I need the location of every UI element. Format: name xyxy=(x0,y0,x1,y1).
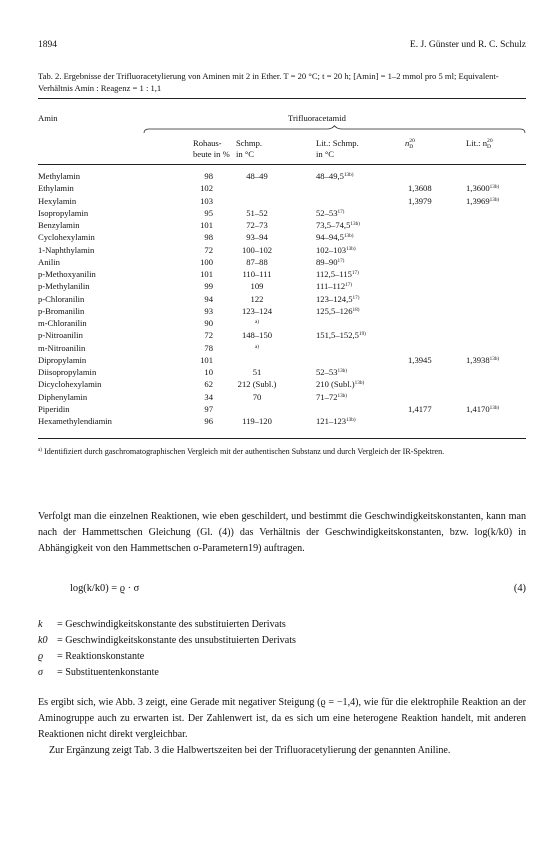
cell-refractive-index: 1,3608 xyxy=(408,183,432,194)
column-group-brace xyxy=(143,125,526,134)
cell-lit-schmp: $94-94,5^{13b)}$ xyxy=(316,232,354,243)
table-row xyxy=(0,269,552,280)
cell-amin: Diphenylamin xyxy=(38,391,88,402)
cell-lit-refractive-index: $1,3938^{13b)}$ xyxy=(466,354,500,365)
table-top-rule xyxy=(38,98,526,99)
table-row xyxy=(0,294,552,305)
cell-amin: Ethylamin xyxy=(38,183,74,194)
cell-amin: p-Methylanilin xyxy=(38,281,90,292)
cell-lit-schmp: $73,5-74,5^{13b)}$ xyxy=(316,220,360,230)
cell-lit-schmp: $102-103^{13b)}$ xyxy=(316,244,356,255)
reference-mark: 13b) xyxy=(337,392,347,399)
table-row xyxy=(0,379,552,390)
reference-mark: 19) xyxy=(358,331,366,338)
table-row xyxy=(0,404,552,415)
cell-schmp: 123–124 xyxy=(241,305,273,316)
table-row xyxy=(0,232,552,243)
reference-mark: 13b) xyxy=(489,196,500,203)
cell-amin: Isopropylamin xyxy=(38,207,89,218)
equation-number: (4) xyxy=(513,583,526,594)
footnote-text: Identifiziert durch gaschromatographischen Vergleich mit der authentischen Substanz und durch Vergleich der IR-Spektren. xyxy=(44,447,445,456)
reference-mark: 13b) xyxy=(343,233,354,240)
cell-lit-schmp: $71-72^{13b)}$ xyxy=(316,391,347,402)
table-row xyxy=(0,318,552,329)
cell-lit-schmp: 112,5–115$^{17)}$ xyxy=(316,269,359,279)
cell-refractive-index: 1,4177 xyxy=(408,403,432,414)
cell-amin: p-Chloranilin xyxy=(38,293,85,304)
reference-mark: 13b) xyxy=(346,417,356,423)
table-row xyxy=(0,355,552,366)
cell-lit-schmp: $48-49,5^{13b)}$ xyxy=(316,171,354,181)
cell-amin: p-Nitroanilin xyxy=(38,330,83,341)
reference-mark: 17) xyxy=(352,294,360,301)
table-row xyxy=(0,392,552,403)
cell-rohausbeute: 97 xyxy=(204,403,213,414)
table-row xyxy=(0,257,552,268)
table-footnote xyxy=(38,446,524,458)
reference-mark: 13b) xyxy=(489,355,500,362)
cell-rohausbeute: 98 xyxy=(204,171,213,181)
reference-mark: 13b) xyxy=(354,380,365,387)
cell-lit-refractive-index: $1,4170^{13b)}$ xyxy=(466,403,500,414)
cell-rohausbeute: 94 xyxy=(204,293,213,304)
cell-amin: Benzylamin xyxy=(38,220,80,230)
cell-rohausbeute: 103 xyxy=(200,195,213,206)
reference-mark: 13b) xyxy=(350,221,360,227)
table-row xyxy=(0,183,552,194)
table-row xyxy=(0,343,552,354)
paragraph-hammett xyxy=(38,509,526,557)
reference-mark: 17) xyxy=(345,282,353,289)
cell-rohausbeute: 101 xyxy=(200,220,213,230)
table-row xyxy=(0,330,552,341)
cell-amin: Dicyclohexylamin xyxy=(38,379,102,390)
cell-rohausbeute: 93 xyxy=(204,305,213,316)
cell-rohausbeute: 98 xyxy=(204,232,213,243)
cell-schmp: 48–49 xyxy=(246,171,268,181)
cell-schmp xyxy=(222,343,292,354)
reference-mark: 13b) xyxy=(343,172,354,178)
cell-lit-schmp: 210 (Subl.)$^{13b)}$ xyxy=(316,379,365,390)
reference-mark: 18) xyxy=(352,306,360,313)
cell-refractive-index: 1,3979 xyxy=(408,195,432,206)
reference-mark: a) xyxy=(254,343,260,350)
cell-amin: 1-Naphthylamin xyxy=(38,244,95,255)
cell-rohausbeute: 34 xyxy=(204,391,213,402)
reference-mark: 13b) xyxy=(337,368,347,374)
cell-rohausbeute: 10 xyxy=(204,367,213,377)
cell-schmp: 100–102 xyxy=(241,244,273,255)
cell-rohausbeute: 102 xyxy=(200,183,213,194)
cell-rohausbeute: 99 xyxy=(204,281,213,292)
cell-amin: Dipropylamin xyxy=(38,354,87,365)
table-row xyxy=(0,245,552,256)
table-header-rule xyxy=(38,164,526,165)
cell-lit-schmp: 89–90$^{17)}$ xyxy=(316,256,345,267)
journal-page: 1894 E. J. Günster und R. C. Schulz Tab. 2. Ergebnisse der Trifluoracetylierung von Aminen mit 2 in Ether. T = 20 °C; t = 20 h; [Amin] = 1–2 mmol pro 5 ml; Equivalent-Verhältnis Amin : Reagenz = 1 : 1,1 Amin Trifluoracetamid Rohaus- beute in % Schmp. in °C Lit.: Schmp. in °C n 20 D Lit.: n 20 D Methylamin 98 48–49 $48-49,5^{13b)}$ Ethylamin 102 1,3608 $1,3600^{13b)}$ Hexylamin 103 1,3979 $1,3969^{13b)}$ Isopropylamin 95 51–52 52–53$^{17)}$ Benzylamin 101 72–73 $73,5-74,5^{13b)}$ Cyclohexylamin 98 93–94 $94-94,5^{13b)}$ 1-Naphthylamin 72 100–102 $102-103^{13b)}$ Anilin 100 87–88 89–90$^{17)}$ p-Methoxyanilin 101 110–111 112,5–115$^{17)}$ p-Methylanilin 99 109 111–112$^{17)}$ p-Chloranilin 94 122 123–124,5$^{17)}$ p-Bromanilin 93 123–124 125,5–126$^{18)}$ m-Chloranilin 90 $^{a)}$ p-Nitroanilin 72 148–150 151,5–152,5$^{19)}$ m-Nitroanilin 78 $^{a)}$ Dipropylamin 101 1,3945 $1,3938^{13b)}$ Diisopropylamin 10 51 $52-53^{13b)}$ Dicyclohexylamin 62 212 (Subl.) 210 (Subl.)$^{13b)}$ Diphenylamin 34 70 $71-72^{13b)}$ Piperidin 97 1,4177 $1,4170^{13b)}$ Hexamethylendiamin 96 119–120 $121-123^{13b)}$ $^{a)}$ Identifiziert durch gaschromatographischen Vergleich mit der authentischen Substanz und durch Vergleich der IR-Spektren. Verfolgt man die einzelnen Reaktionen, wie eben geschildert, und bestimmt die Geschwindigkeitskonstanten, kann man nach der Hammettschen Gleichung (Gl. (4)) das Verhältnis der Geschwindigkeitskonstanten, bzw. log(k/k0) in Abhängigkeit von den Hammettschen σ-Parametern19) auftragen. log(k/k0) = ϱ · σ (4) k = Geschwindigkeitskonstante des substituierten Derivats k0 = Geschwindigkeitskonstante des unsubstituierten Derivats ϱ = Reaktionskonstante σ = Substituentenkonstante Es ergibt sich, wie Abb. 3 zeigt, eine Gerade mit negativer Steigung (ϱ = −1,4), wie für die elektrophile Reaktion an der Aminogruppe auch zu erwarten ist. Der Zahlenwert ist, da es sich um eine heterogene Reaktion handelt, mit anderen Reaktionen nicht direkt vergleichbar. Zur Ergänzung zeigt Tab. 3 die Halbwertszeiten bei der Trifluoracetylierung der genannten Aniline. xyxy=(0,0,552,863)
cell-amin: Hexamethylendiamin xyxy=(38,416,112,426)
cell-rohausbeute: 62 xyxy=(204,379,213,390)
cell-amin: Methylamin xyxy=(38,171,81,181)
cell-lit-schmp: 111–112$^{17)}$ xyxy=(316,281,353,292)
cell-rohausbeute: 100 xyxy=(200,256,213,267)
table-row xyxy=(0,306,552,317)
col-header-lit-refractive-index: Lit.: n 20 D xyxy=(466,138,493,150)
col-header-schmp: Schmp. in °C xyxy=(236,138,263,159)
cell-refractive-index: 1,3945 xyxy=(408,354,432,365)
cell-amin: Diisopropylamin xyxy=(38,367,97,377)
paragraph-result xyxy=(38,695,526,759)
cell-schmp: 70 xyxy=(252,391,262,402)
cell-rohausbeute: 101 xyxy=(200,354,213,365)
col-header-refractive-index: n 20 D xyxy=(405,138,415,150)
cell-schmp: 87–88 xyxy=(246,256,268,267)
paragraph-hammett-text: Verfolgt man die einzelnen Reaktionen, wie eben geschildert, und bestimmt die Geschwindigkeitskonstanten, kann man nach der Hammettschen Gleichung (Gl. (4)) das Verhältnis der Geschwindigkeitskonstanten, bzw. log(k/k0) in Abhängigkeit von den Hammettschen σ-Parametern19) auftragen. xyxy=(38,511,526,554)
cell-schmp: 51–52 xyxy=(246,207,268,218)
cell-lit-schmp: $121-123^{13b)}$ xyxy=(316,416,356,426)
running-authors: E. J. Günster und R. C. Schulz xyxy=(409,40,526,50)
table-bottom-rule xyxy=(38,438,526,439)
cell-amin: Cyclohexylamin xyxy=(38,232,95,243)
cell-schmp: 110–111 xyxy=(242,269,272,279)
cell-schmp: 148–150 xyxy=(241,330,273,341)
footnote-mark: a) xyxy=(38,447,43,453)
reference-mark: a) xyxy=(254,319,260,325)
table-row xyxy=(0,367,552,378)
table-row xyxy=(0,416,552,427)
cell-amin: Piperidin xyxy=(38,403,70,414)
cell-amin: p-Bromanilin xyxy=(38,305,85,316)
col-header-amin: Amin xyxy=(38,113,58,123)
paragraph-result-text: Es ergibt sich, wie Abb. 3 zeigt, eine Gerade mit negativer Steigung (ϱ = −1,4), wie für die elektrophile Reaktion an der Aminogruppe auch zu erwarten ist. Der Zahlenwert ist, da es sich um eine heterogene Reaktion handelt, mit anderen Reaktionen nicht direkt vergleichbar. xyxy=(38,697,526,740)
reference-mark: 13b) xyxy=(489,184,500,191)
reference-mark: 13b) xyxy=(346,245,356,252)
running-header xyxy=(38,40,526,54)
cell-schmp: 93–94 xyxy=(246,232,268,243)
cell-amin: Anilin xyxy=(38,256,60,267)
cell-lit-schmp: 52–53$^{17)}$ xyxy=(316,207,345,218)
reference-mark: 17) xyxy=(351,270,359,276)
cell-amin: m-Nitroanilin xyxy=(38,342,86,353)
cell-amin: Hexylamin xyxy=(38,195,77,206)
table-row xyxy=(0,196,552,207)
cell-rohausbeute: 101 xyxy=(200,269,213,279)
reference-mark: 13b) xyxy=(489,404,500,411)
table-row xyxy=(0,281,552,292)
cell-rohausbeute: 95 xyxy=(204,207,213,218)
equation-hammett: log(k/k0) = ϱ · σ xyxy=(70,583,140,594)
cell-rohausbeute: 90 xyxy=(204,318,213,328)
cell-amin: m-Chloranilin xyxy=(38,318,87,328)
reference-mark: 17) xyxy=(337,257,345,264)
cell-schmp xyxy=(222,318,292,329)
cell-rohausbeute: 72 xyxy=(204,244,213,255)
table-row xyxy=(0,171,552,182)
cell-lit-refractive-index: $1,3969^{13b)}$ xyxy=(466,195,500,206)
page-number: 1894 xyxy=(38,40,57,50)
table-row xyxy=(0,220,552,231)
col-group-header-trifluoracetamid: Trifluoracetamid xyxy=(288,113,346,123)
cell-schmp: 51 xyxy=(252,367,262,377)
cell-lit-schmp: 123–124,5$^{17)}$ xyxy=(316,293,360,304)
cell-schmp: 122 xyxy=(250,293,264,304)
col-header-rohausbeute: Rohaus- beute in % xyxy=(193,138,230,159)
table-row xyxy=(0,208,552,219)
cell-rohausbeute: 78 xyxy=(204,342,213,353)
cell-schmp: 119–120 xyxy=(242,416,272,426)
col-header-lit-schmp: Lit.: Schmp. in °C xyxy=(316,138,359,159)
reference-mark: 17) xyxy=(337,208,345,215)
cell-rohausbeute: 72 xyxy=(204,330,213,341)
cell-rohausbeute: 96 xyxy=(204,416,213,426)
cell-schmp: 212 (Subl.) xyxy=(237,379,277,390)
cell-lit-schmp: $52-53^{13b)}$ xyxy=(316,367,347,377)
cell-lit-schmp: 125,5–126$^{18)}$ xyxy=(316,305,360,316)
cell-lit-refractive-index: $1,3600^{13b)}$ xyxy=(466,183,500,194)
cell-lit-schmp: 151,5–152,5$^{19)}$ xyxy=(316,330,366,341)
cell-amin: p-Methoxyanilin xyxy=(38,269,96,279)
paragraph-supplement: Zur Ergänzung zeigt Tab. 3 die Halbwertszeiten bei der Trifluoracetylierung der genannten Aniline. xyxy=(49,745,451,756)
table-caption: Tab. 2. Ergebnisse der Trifluoracetylierung von Aminen mit 2 in Ether. T = 20 °C; t = 20 h; [Amin] = 1–2 mmol pro 5 ml; Equivalent-Verhältnis Amin : Reagenz = 1 : 1,1 xyxy=(38,71,499,93)
cell-schmp: 109 xyxy=(250,281,264,292)
cell-schmp: 72–73 xyxy=(246,220,268,230)
